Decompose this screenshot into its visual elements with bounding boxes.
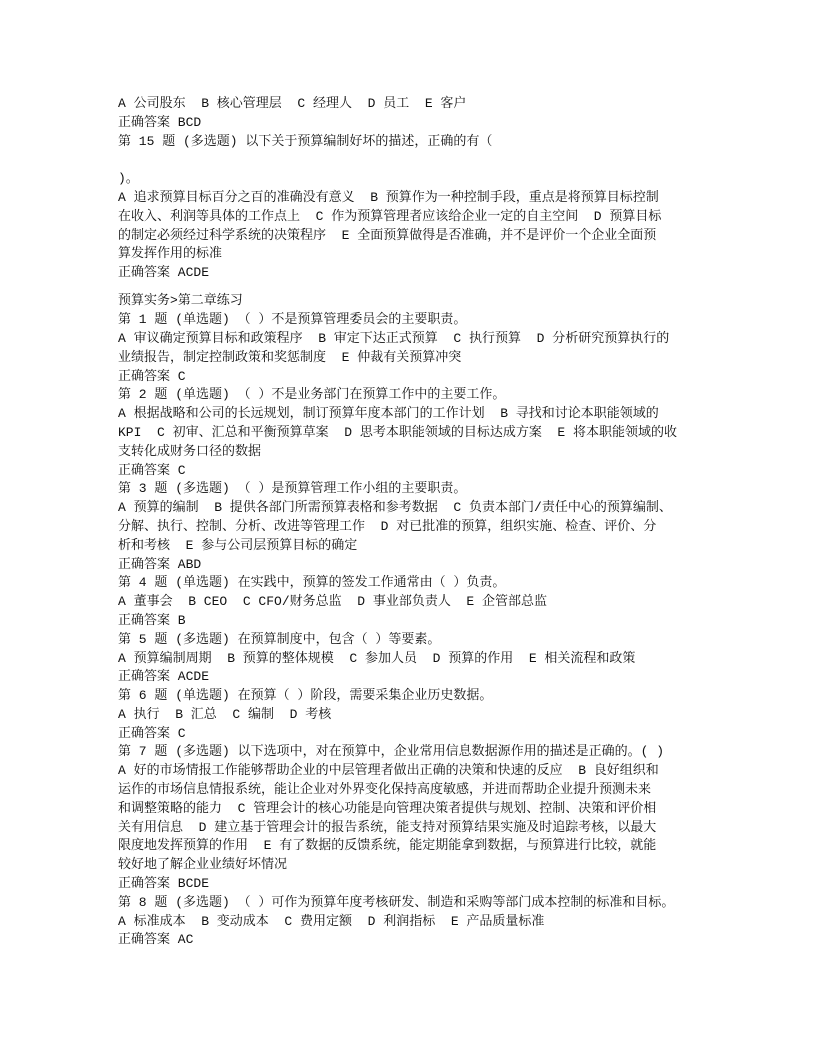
text-line: 算发挥作用的标准 bbox=[118, 246, 223, 262]
options-line: A 董事会 B CEO C CFO/财务总监 D 事业部负责人 E 企管部总监 bbox=[118, 594, 548, 610]
answer-line: 正确答案 ACDE bbox=[118, 669, 210, 685]
options-line: A 审议确定预算目标和政策程序 B 审定下达正式预算 C 执行预算 D 分析研究预算执行的 bbox=[118, 330, 670, 346]
options-line: A 根据战略和公司的长远规划，制订预算年度本部门的工作计划 B 寻找和讨论本职能领域的 bbox=[118, 406, 659, 422]
answer-line: 正确答案 AC bbox=[118, 932, 194, 948]
question-line: 第 5 题 (多选题) 在预算制度中，包含（ ）等要素。 bbox=[118, 631, 441, 647]
answer-line: 正确答案 C bbox=[118, 462, 186, 478]
text-line: 支转化成财务口径的数据 bbox=[118, 443, 262, 459]
question-line: 第 4 题 (单选题) 在实践中，预算的签发工作通常由（ ）负责。 bbox=[118, 575, 506, 591]
text-line: 和调整策略的能力 C 管理会计的核心功能是向管理决策者提供与规划、控制、决策和评价相 bbox=[118, 800, 657, 816]
answer-line: 正确答案 B bbox=[118, 612, 186, 628]
options-line: A 公司股东 B 核心管理层 C 经理人 D 员工 E 客户 bbox=[118, 96, 467, 111]
answer-line: 正确答案 BCDE bbox=[118, 876, 210, 892]
options-line: A 预算编制周期 B 预算的整体规模 C 参加人员 D 预算的作用 E 相关流程和政策 bbox=[118, 650, 636, 666]
text-block bbox=[118, 95, 708, 151]
answer-line: 正确答案 ABD bbox=[118, 556, 202, 572]
section-heading: 预算实务>第二章练习 bbox=[118, 293, 243, 309]
text-line: 业绩报告，制定控制政策和奖惩制度 E 仲裁有关预算冲突 bbox=[118, 349, 462, 365]
text-block bbox=[118, 292, 708, 950]
text-line: 的制定必须经过科学系统的决策程序 E 全面预算做得是否准确，并不是评价一个企业全面预 bbox=[118, 227, 657, 243]
options-line: A 追求预算目标百分之百的准确没有意义 B 预算作为一种控制手段，重点是将预算目标控制 bbox=[118, 189, 659, 205]
question-line: 第 2 题 (单选题) （ ）不是业务部门在预算工作中的主要工作。 bbox=[118, 387, 506, 403]
text-line: 关有用信息 D 建立基于管理会计的报告系统，能支持对预算结果实施及时追踪考核，以最大 bbox=[118, 819, 657, 835]
answer-line: 正确答案 C bbox=[118, 725, 186, 741]
text-line: 限度地发挥预算的作用 E 有了数据的反馈系统，能定期能拿到数据，与预算进行比较，就能 bbox=[118, 838, 657, 854]
text-line: 较好地了解企业业绩好坏情况 bbox=[118, 857, 288, 873]
options-line: A 预算的编制 B 提供各部门所需预算表格和参考数据 C 负责本部门/责任中心的预算编制、 bbox=[118, 500, 672, 516]
options-line: A 标准成本 B 变动成本 C 费用定额 D 利润指标 E 产品质量标准 bbox=[118, 913, 545, 929]
question-line: 第 7 题 (多选题) 以下选项中，对在预算中，企业常用信息数据源作用的描述是正确的。( ) bbox=[118, 744, 665, 760]
question-line: 第 1 题 (单选题) （ ）不是预算管理委员会的主要职责。 bbox=[118, 312, 467, 328]
document-page bbox=[118, 95, 708, 950]
question-line: 第 8 题 (多选题) （ ）可作为预算年度考核研发、制造和采购等部门成本控制的标准和目标。 bbox=[118, 894, 675, 910]
answer-line: 正确答案 BCD bbox=[118, 114, 202, 130]
text-line: 在收入、利润等具体的工作点上 C 作为预算管理者应该给企业一定的自主空间 D 预算目标 bbox=[118, 208, 662, 224]
options-line: A 好的市场情报工作能够帮助企业的中层管理者做出正确的决策和快速的反应 B 良好组织和 bbox=[118, 763, 659, 779]
answer-line: 正确答案 C bbox=[118, 368, 186, 384]
text-block bbox=[118, 170, 708, 283]
question-line: 第 6 题 (单选题) 在预算（ ）阶段，需要采集企业历史数据。 bbox=[118, 688, 493, 704]
text-line: 运作的市场信息情报系统，能让企业对外界变化保持高度敏感，并进而帮助企业提升预测未来 bbox=[118, 782, 652, 798]
options-line: A 执行 B 汇总 C 编制 D 考核 bbox=[118, 706, 332, 722]
answer-line: 正确答案 ACDE bbox=[118, 265, 210, 281]
text-line: )。 bbox=[118, 171, 139, 187]
text-line: KPI C 初审、汇总和平衡预算草案 D 思考本职能领域的目标达成方案 E 将本职能领域的收 bbox=[118, 424, 678, 440]
text-line: 分解、执行、控制、分析、改进等管理工作 D 对已批准的预算，组织实施、检查、评价、分 bbox=[118, 518, 657, 534]
question-line: 第 3 题 (多选题) （ ）是预算管理工作小组的主要职责。 bbox=[118, 481, 467, 497]
text-line: 析和考核 E 参与公司层预算目标的确定 bbox=[118, 537, 358, 553]
question-line: 第 15 题 (多选题) 以下关于预算编制好坏的描述，正确的有（ bbox=[118, 133, 493, 149]
